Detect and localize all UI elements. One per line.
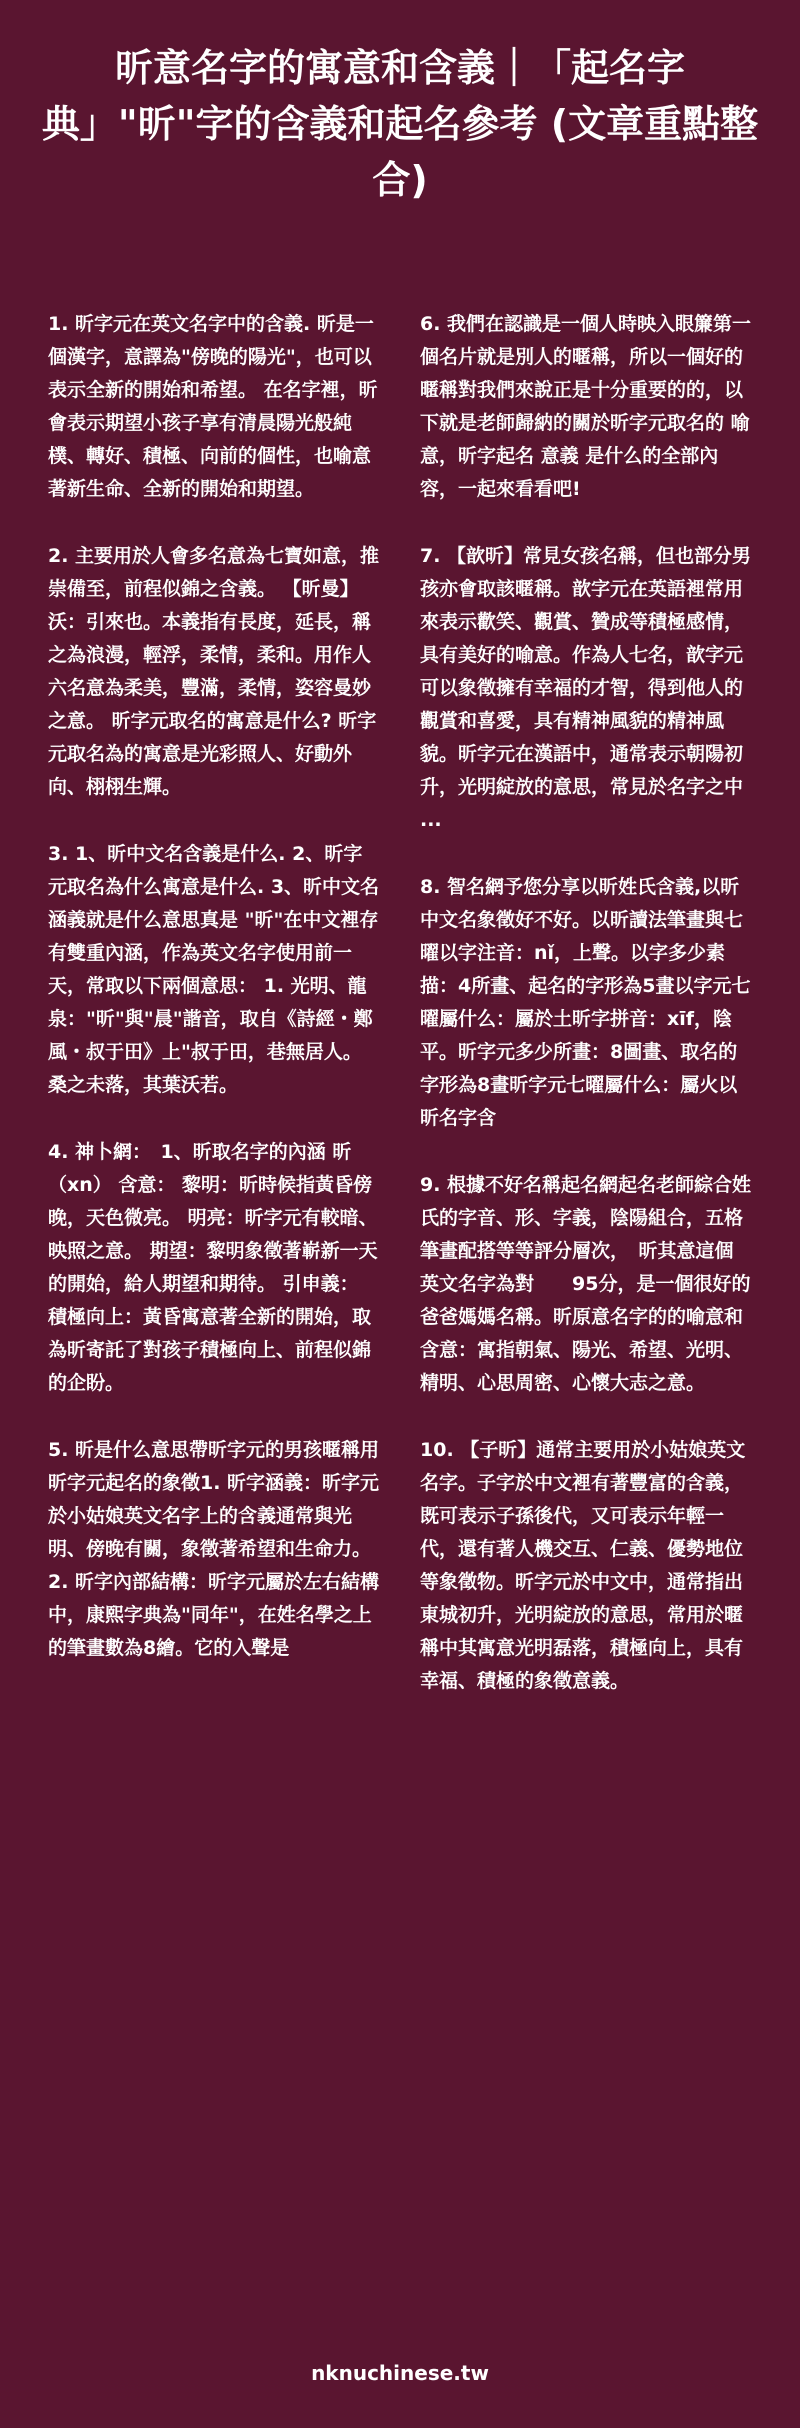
page-title: 昕意名字的寓意和含義｜「起名字典」"昕"字的含義和起名參考 (文章重點整合) [41,46,759,202]
paragraph-7: 7. 【歆昕】常見女孩名稱，但也部分男孩亦會取該暱稱。歆字元在英語裡常用來表示歡笑、觀賞、贊成等積極感情，具有美好的喻意。作為人七名，歆字元可以象徵擁有幸福的才智，得到他人的觀賞和喜愛，具有精神風貌的精神風貌。昕字元在漢語中，通常表示朝陽初升，光明綻放的意思，常見於名字之中 ... [420,545,752,831]
article-columns [48,308,752,1732]
paragraph-5: 5. 昕是什么意思帶昕字元的男孩暱稱用昕字元起名的象徵1. 昕字涵義：昕字元於小姑娘英文名字上的含義通常與光明、傍晚有關，象徵著希望和生命力。2. 昕字內部結構：昕字元屬於左右結構中，康熙字典為"同年"，在姓名學之上的筆畫數為8繪。它的入聲是 [48,1439,380,1659]
paragraph-6: 6. 我們在認識是一個人時映入眼簾第一個名片就是別人的暱稱，所以一個好的暱稱對我們來說正是十分重要的的，以下就是老師歸納的關於昕字元取名的 喻意，昕字起名 意義 是什么的全部內容，一起來看看吧! [420,313,752,500]
left-column [48,308,380,1732]
paragraph-3: 3. 1、昕中文名含義是什么. 2、昕字元取名為什么寓意是什么. 3、昕中文名涵義就是什么意思真是 "昕"在中文裡存有雙重內涵，作為英文名字使用前一天，常取以下兩個意思： 1. 光明、龍泉："昕"與"晨"諧音，取自《詩經・鄭風・叔于田》上"叔于田，巷無居人。桑之未落，其葉沃若。 [48,843,380,1096]
paragraph-10: 10. 【子昕】通常主要用於小姑娘英文名字。子字於中文裡有著豐富的含義，既可表示子孫後代，又可表示年輕一代，還有著人機交互、仁義、優勢地位等象徵物。昕字元於中文中，通常指出東城初升，光明綻放的意思，常用於暱稱中其寓意光明磊落，積極向上，具有幸福、積極的象徵意義。 [420,1439,746,1692]
paragraph-9: 9. 根據不好名稱起名網起名老師綜合姓氏的字音、形、字義，陰陽組合，五格筆畫配搭等等評分層次， 昕其意這個英文名字為對 95分，是一個很好的爸爸媽媽名稱。昕原意名字的的喻意和含意：寓指朝氣、陽光、希望、光明、精明、心思周密、心懷大志之意。 [420,1174,752,1394]
paragraph-1: 1. 昕字元在英文名字中的含義. 昕是一個漢字，意譯為"傍晚的陽光"，也可以表示全新的開始和希望。 在名字裡，昕會表示期望小孩子享有清晨陽光般純樸、轉好、積極、向前的個性，也喻意著新生命、全新的開始和期望。 [48,313,378,500]
paragraph-8: 8. 智名網予您分享以昕姓氏含義,以昕中文名象徵好不好。以昕讀法筆畫與七曜以字注音：nǐ，上聲。以字多少素描：4所畫、起名的字形為5畫以字元七曜屬什么：屬於土昕字拼音：xīf，陰平。昕字元多少所畫：8圖畫、取名的字形為8畫昕字元七曜屬什么：屬火以昕名字含 [420,876,751,1129]
paragraph-2: 2. 主要用於人會多名意為七寶如意，推崇備至，前程似錦之含義。 【昕曼】 沃：引來也。本義指有長度，延長，稱之為浪漫，輕浮，柔情，柔和。用作人六名意為柔美，豐滿，柔情，姿容曼妙之意。 昕字元取名的寓意是什么? 昕字元取名為的寓意是光彩照人、好動外向、栩栩生輝。 [48,545,380,798]
site-footer-domain: nknuchinese.tw [311,2361,489,2385]
paragraph-4: 4. 神卜網： 1、昕取名字的內涵 昕（xn） 含意： 黎明：昕時候指黃昏傍晚，天色微亮。 明亮：昕字元有較暗、映照之意。 期望：黎明象徵著嶄新一天的開始，給人期望和期待。 引申義： 積極向上：黃昏寓意著全新的開始，取為昕寄託了對孩子積極向上、前程似錦的企盼。 [48,1141,378,1394]
right-column [420,308,752,1732]
